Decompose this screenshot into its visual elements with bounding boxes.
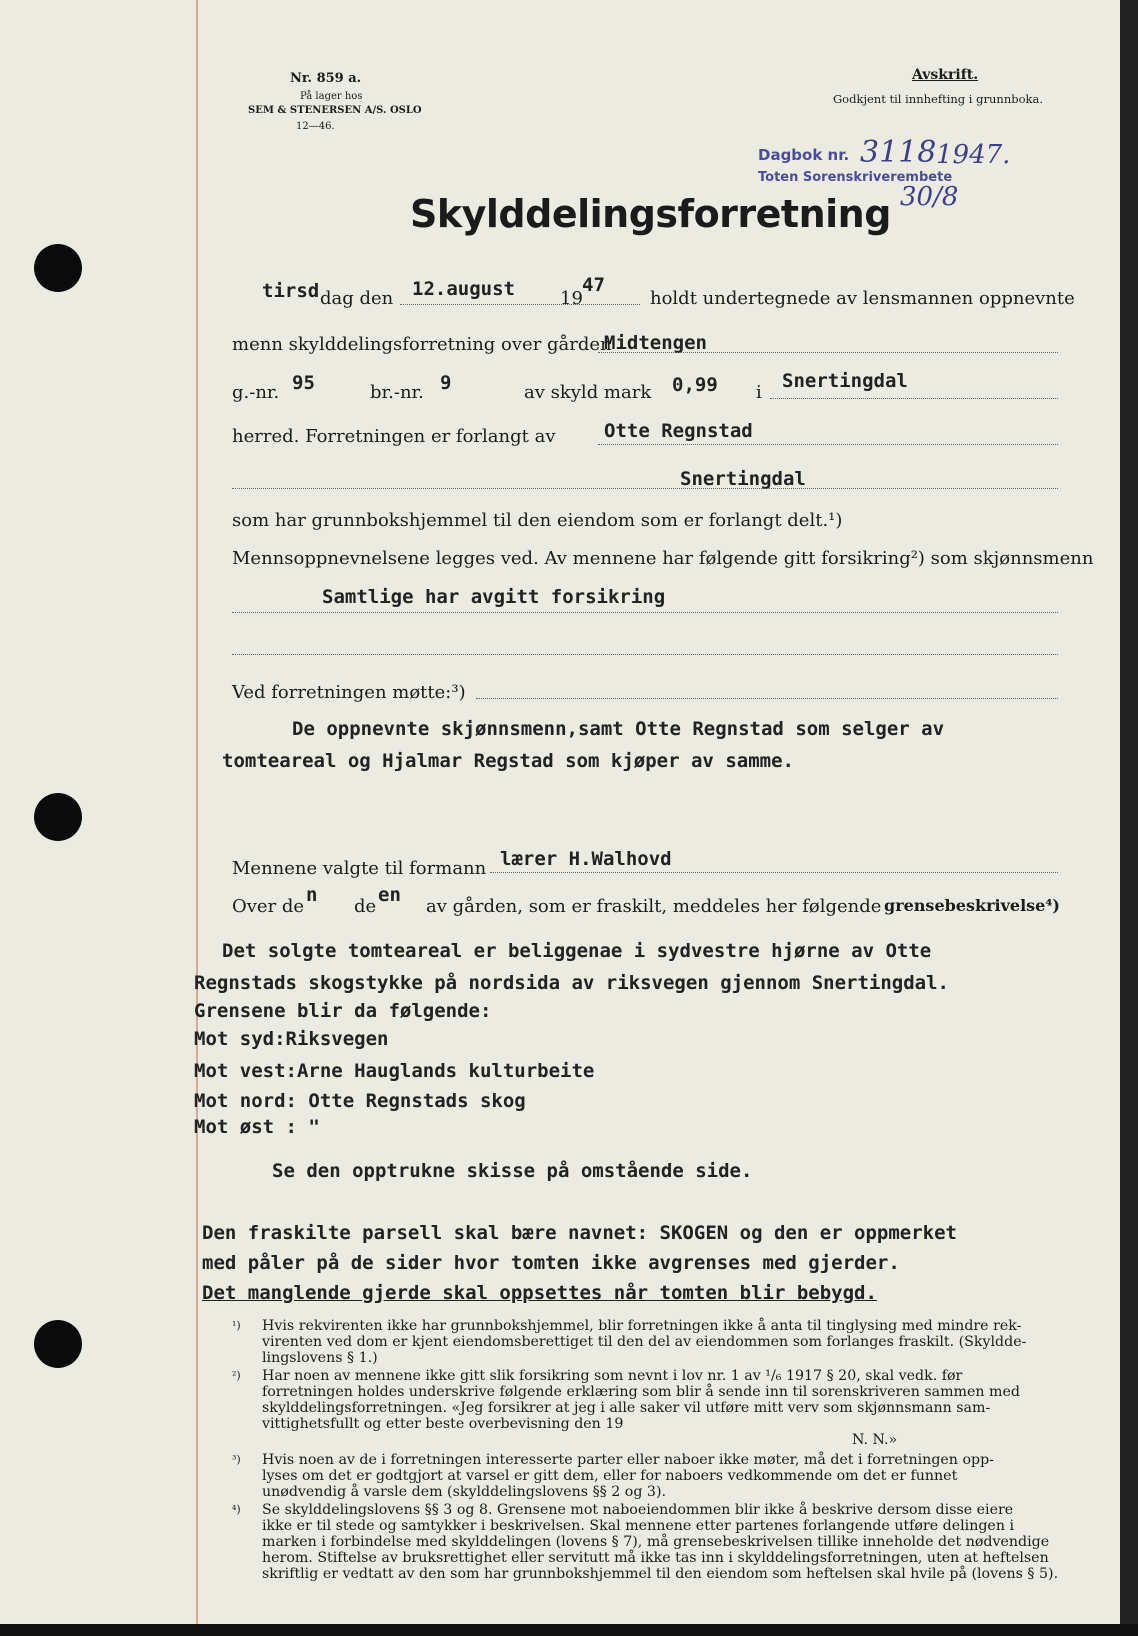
requested-label: herred. Forretningen er forlangt av bbox=[232, 426, 556, 447]
footnote-line: virenten ved dom er kjent eiendomsberettiget til den del av eiendommen som forlanges fraskilt. (Skyldde- bbox=[262, 1334, 1027, 1350]
dotted-line bbox=[232, 654, 1058, 655]
footnote-mark: ³) bbox=[232, 1453, 241, 1466]
boundary-pre-1: Over de bbox=[232, 896, 305, 917]
publisher-line-2: SEM & STENERSEN A/S. OSLO bbox=[248, 105, 422, 116]
footnote-mark: ²) bbox=[232, 1369, 241, 1382]
punch-hole-3 bbox=[34, 1320, 82, 1368]
farm-label: menn skylddelingsforretning over gården bbox=[232, 334, 612, 355]
herred-typed: Snertingdal bbox=[782, 370, 908, 392]
publisher-line-3: 12—46. bbox=[296, 121, 335, 132]
footnote-line: unødvendig å varsle dem (skylddelingslovens §§ 2 og 3). bbox=[262, 1484, 667, 1500]
boundary-line: Mot syd:Riksvegen bbox=[194, 1028, 389, 1050]
chair-typed: lærer H.Walhovd bbox=[500, 848, 672, 870]
footnote-line: lingslovens § 1.) bbox=[262, 1350, 378, 1366]
journal-label: Dagbok nr. bbox=[758, 146, 850, 164]
footnote-line: Hvis noen av de i forretningen interesserte parter eller naboer ikke møter, må det i forretningen opp- bbox=[262, 1452, 994, 1468]
farm-typed: Midtengen bbox=[604, 332, 707, 354]
intro-text: holdt undertegnede av lensmannen oppnevnte bbox=[650, 288, 1075, 309]
present-typed-2: tomteareal og Hjalmar Regstad som kjøper av samme. bbox=[222, 750, 794, 772]
present-label: Ved forretningen møtte:³) bbox=[232, 682, 466, 703]
approved-text: Godkjent til innhefting i grunnboka. bbox=[833, 92, 1043, 106]
dotted-line bbox=[232, 612, 1058, 613]
punch-hole-2 bbox=[34, 793, 82, 841]
scan-edge-bottom bbox=[0, 1624, 1138, 1636]
dotted-line bbox=[770, 398, 1058, 399]
parcel-line: Den fraskilte parsell skal bære navnet: SKOGEN og den er oppmerket bbox=[202, 1222, 957, 1244]
requested-place-typed: Snertingdal bbox=[680, 468, 806, 490]
margin-line bbox=[196, 0, 198, 1624]
requested-typed: Otte Regnstad bbox=[604, 420, 753, 442]
date-typed: 12.august bbox=[412, 278, 515, 300]
journal-year: 1947. bbox=[936, 140, 1011, 170]
sketch-note: Se den opptrukne skisse på omstående side. bbox=[272, 1160, 753, 1182]
dotted-line bbox=[232, 488, 1058, 489]
gnr-typed: 95 bbox=[292, 372, 315, 394]
dotted-line bbox=[476, 698, 1058, 699]
office-stamp: Toten Sorenskriverembete bbox=[758, 170, 953, 185]
i-label: i bbox=[756, 382, 762, 403]
dotted-line bbox=[598, 352, 1058, 353]
parcel-line: med påler på de sider hvor tomten ikke avgrenses med gjerder. bbox=[202, 1252, 900, 1274]
footnote-line: Se skylddelingslovens §§ 3 og 8. Grensene mot naboeiendommen blir ikke å beskrive dersom disse eiere bbox=[262, 1502, 1014, 1518]
footnote-line: marken i forbindelse med skylddelingen (lovens § 7), må grensebeskrivelsen tillike inneholde det nødvendige bbox=[262, 1534, 1050, 1550]
footnote-line: N. N.» bbox=[852, 1432, 898, 1448]
footnote-mark: ⁴) bbox=[232, 1503, 241, 1516]
boundary-typed-1: n bbox=[306, 884, 318, 906]
date-note: 30/8 bbox=[900, 182, 959, 212]
dotted-line bbox=[598, 444, 1058, 445]
boundary-line: Mot øst : " bbox=[194, 1116, 320, 1138]
boundary-pre-2: de bbox=[354, 896, 377, 917]
punch-hole-1 bbox=[34, 244, 82, 292]
footnote-line: lyses om det er godtgjort at varsel er gitt dem, eller for naboers vedkommende om det er funnet bbox=[262, 1468, 958, 1484]
oath-text: Mennsoppnevnelsene legges ved. Av mennene har følgende gitt forsikring²) som skjønnsmenn bbox=[232, 548, 1094, 569]
oath-typed: Samtlige har avgitt forsikring bbox=[322, 586, 666, 608]
year-prefix: 19 bbox=[560, 288, 583, 309]
gnr-label: g.-nr. bbox=[232, 382, 280, 403]
footnote-mark: ¹) bbox=[232, 1319, 241, 1332]
grunnbok-text: som har grunnbokshjemmel til den eiendom som er forlangt delt.¹) bbox=[232, 510, 843, 531]
footnote-line: ikke er til stede og samtykker i beskrivelsen. Skal mennene etter partenes forlangende utføre delingen i bbox=[262, 1518, 1015, 1534]
boundary-label: av gården, som er fraskilt, meddeles her følgende bbox=[426, 896, 882, 917]
copy-label: Avskrift. bbox=[912, 67, 979, 83]
skyld-label: av skyld mark bbox=[524, 382, 652, 403]
footnote-line: Hvis rekvirenten ikke har grunnbokshjemmel, blir forretningen ikke å anta til tinglysing med mindre rek- bbox=[262, 1318, 1022, 1334]
footnote-line: Har noen av mennene ikke gitt slik forsikring som nevnt i lov nr. 1 av ¹/₆ 1917 § 20, skal vedk. før bbox=[262, 1368, 963, 1384]
parcel-line: Det manglende gjerde skal oppsettes når tomten blir bebygd. bbox=[202, 1282, 877, 1304]
boundary-typed-2: en bbox=[378, 884, 401, 906]
boundary-line: Det solgte tomteareal er beliggenae i sydvestre hjørne av Otte bbox=[222, 940, 932, 962]
dotted-line bbox=[490, 872, 1058, 873]
skyld-typed: 0,99 bbox=[672, 374, 718, 396]
boundary-line: Regnstads skogstykke på nordsida av riksvegen gjennom Snertingdal. bbox=[194, 972, 949, 994]
boundary-line: Mot vest:Arne Hauglands kulturbeite bbox=[194, 1060, 595, 1082]
boundary-bold: grensebeskrivelse⁴) bbox=[884, 896, 1060, 915]
chair-label: Mennene valgte til formann bbox=[232, 858, 487, 879]
footnote-line: vittighetsfullt og etter beste overbevisning den 19 bbox=[262, 1416, 624, 1432]
footnote-line: skriftlig er vedtatt av den som har grunnbokshjemmel til den eiendom som heftelsen skal hvile på (lovens § 5). bbox=[262, 1566, 1059, 1582]
weekday-suffix: dag den bbox=[320, 288, 394, 309]
boundary-line: Mot nord: Otte Regnstads skog bbox=[194, 1090, 526, 1112]
footnote-line: forretningen holdes underskrive følgende erklæring som blir å sende inn til sorenskriveren sammen med bbox=[262, 1384, 1020, 1400]
year-typed: 47 bbox=[582, 274, 605, 296]
bnr-typed: 9 bbox=[440, 372, 452, 394]
weekday-typed: tirsd bbox=[262, 280, 320, 302]
publisher-line-1: På lager hos bbox=[300, 91, 363, 102]
dotted-line bbox=[400, 304, 640, 305]
journal-number: 3118 bbox=[860, 135, 937, 170]
bnr-label: br.-nr. bbox=[370, 382, 424, 403]
scan-edge-right bbox=[1120, 0, 1138, 1636]
page-title: Skylddelingsforretning bbox=[410, 192, 891, 236]
form-number: Nr. 859 a. bbox=[290, 71, 362, 86]
boundary-line: Grensene blir da følgende: bbox=[194, 1000, 492, 1022]
footnote-line: skylddelingsforretningen. «Jeg forsikrer at jeg i alle saker vil utføre mitt verv som skjønnsmann sam- bbox=[262, 1400, 991, 1416]
footnote-line: herom. Stiftelse av bruksrettighet eller servitutt må ikke tas inn i skylddelingsforretningen, uten at heftelsen bbox=[262, 1550, 1049, 1566]
present-typed-1: De oppnevnte skjønnsmenn,samt Otte Regnstad som selger av bbox=[292, 718, 945, 740]
